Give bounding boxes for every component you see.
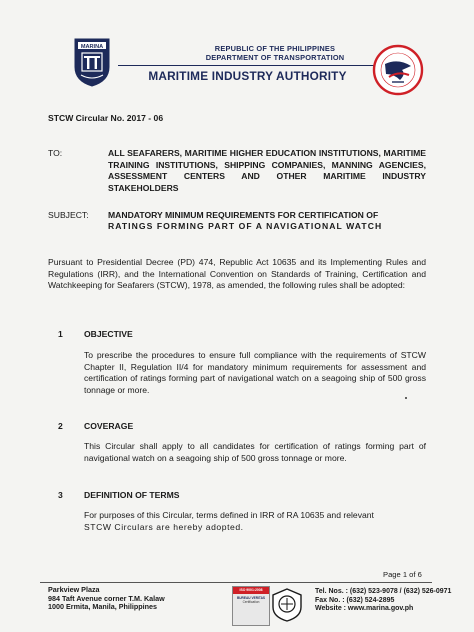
marina-seal-icon <box>73 37 111 87</box>
subject-line-2: RATINGS FORMING PART OF A NAVIGATIONAL WATCH <box>108 221 383 232</box>
footer-address-line-3: 1000 Ermita, Manila, Philippines <box>48 602 158 612</box>
section-2-title: COVERAGE <box>84 421 134 431</box>
scan-speck <box>405 397 407 399</box>
iso-bureau: BUREAU VERITAS <box>236 596 266 600</box>
bureau-veritas-logo-icon <box>270 587 304 623</box>
iso-label: ISO 9001:2008 <box>233 587 269 594</box>
header-agency-title: MARITIME INDUSTRY AUTHORITY <box>148 69 347 83</box>
section-3-number: 3 <box>58 490 63 500</box>
marina-logo-text: MARINA <box>80 43 104 50</box>
footer-address <box>48 586 165 612</box>
section-1-title: OBJECTIVE <box>84 329 133 339</box>
footer-divider <box>40 582 432 583</box>
section-3-body-line-1: For purposes of this Circular, terms defined in IRR of RA 10635 and relevant <box>84 510 374 520</box>
section-2-number: 2 <box>58 421 63 431</box>
intro-paragraph: Pursuant to Presidential Decree (PD) 474, Republic Act 10635 and its Implementing Rules and Regulations (IRR), and the International Convention on Standards of Training, Certification and Watchkeeping for Seafarers (STCW), 1978, as amended, the following rules shall be adopted: <box>48 257 426 291</box>
footer-tel: Tel. Nos. : (632) 523-9078 / (632) 526-0971 <box>315 588 452 595</box>
section-3-title: DEFINITION OF TERMS <box>84 490 180 500</box>
iso-details <box>234 596 268 604</box>
to-recipients: ALL SEAFARERS, MARITIME HIGHER EDUCATION INSTITUTIONS, MARITIME TRAINING INSTITUTIONS, SHIPPING COMPANIES, MANNING AGENCIES, ASSESSMENT CENTERS AND OTHER MARITIME INDUSTRY STAKEHOLDERS <box>108 148 426 193</box>
header-divider <box>118 65 378 66</box>
section-2-body: This Circular shall apply to all candidates for certification of ratings forming part of navigational watch on a seagoing ship of 500 gross tonnage or more. <box>84 441 426 463</box>
subject-text <box>108 210 426 232</box>
footer-fax: Fax No. : (632) 524-2895 <box>315 596 395 604</box>
subject-label: SUBJECT: <box>48 210 89 220</box>
section-3-body-line-2: STCW Circulars are hereby adopted. <box>84 521 244 532</box>
footer-website[interactable]: Website : www.marina.gov.ph <box>315 605 414 613</box>
section-1-number: 1 <box>58 329 63 339</box>
circular-number: STCW Circular No. 2017 - 06 <box>48 113 164 123</box>
footer-address-line-2: 984 Taft Avenue corner T.M. Kalaw <box>48 593 165 603</box>
page-number: Page 1 of 6 <box>383 570 422 579</box>
section-1-body: To prescribe the procedures to ensure full compliance with the requirements of STCW Chapter II, Regulation II/4 for mandatory minimum requirements for assessment and certification of ratings forming part of navigational watch on a seagoing ship of 500 gross tonnage or more. <box>84 350 426 396</box>
footer-address-line-1: Parkview Plaza <box>48 585 100 594</box>
subject-line-1: MANDATORY MINIMUM REQUIREMENTS FOR CERTIFICATION OF <box>108 210 379 220</box>
header-republic: REPUBLIC OF THE PHILIPPINES <box>214 44 336 53</box>
iso-cert: Certification <box>242 600 260 605</box>
footer-contact <box>315 588 451 614</box>
section-3-body <box>84 510 426 533</box>
to-label: TO: <box>48 148 63 158</box>
iso-certification-badge <box>232 586 270 626</box>
header-department: DEPARTMENT OF TRANSPORTATION <box>205 53 345 62</box>
dotr-seal-icon <box>372 44 424 96</box>
